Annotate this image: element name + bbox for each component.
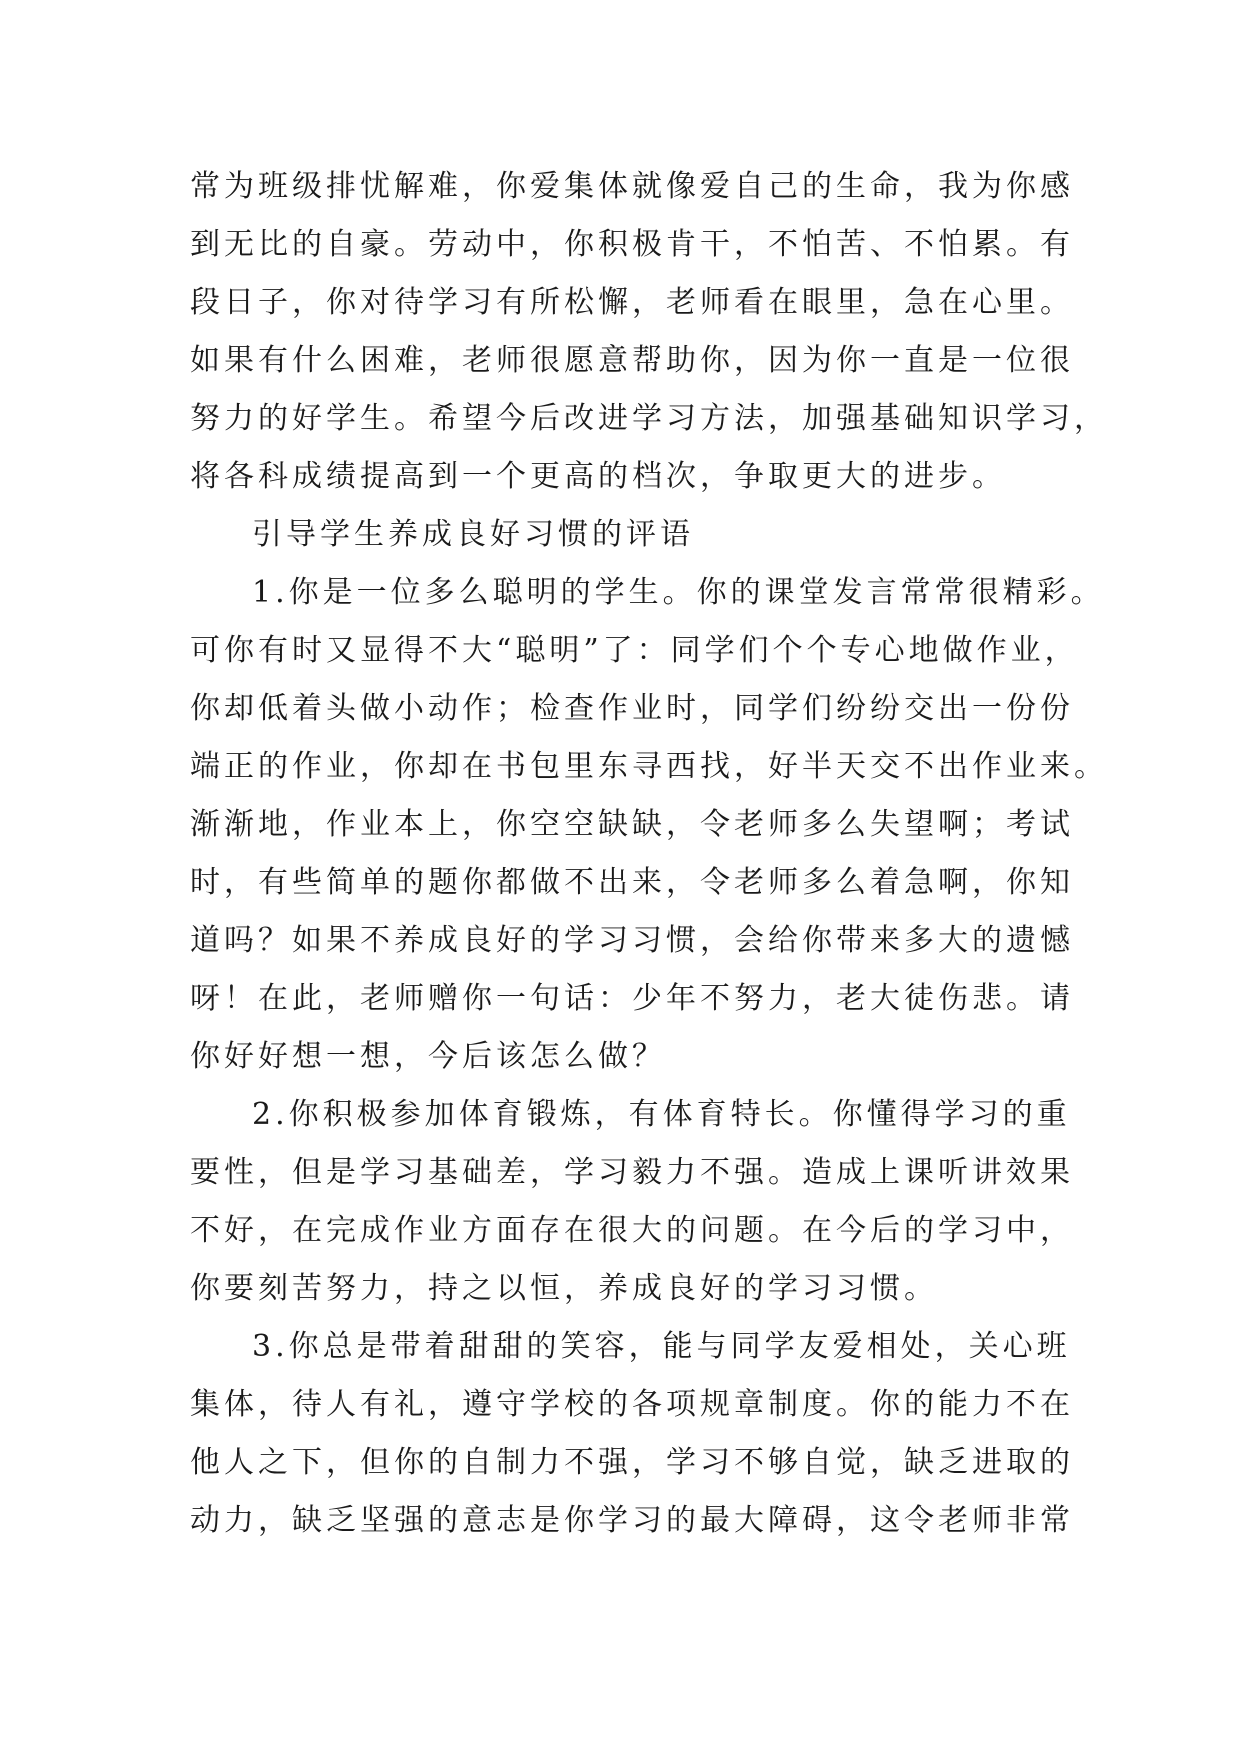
text-line: 时，有些简单的题你都做不出来，令老师多么着急啊，你知: [190, 865, 1074, 900]
text-line: 要性，但是学习基础差，学习毅力不强。造成上课听讲效果: [190, 1155, 1074, 1190]
text-line: 常为班级排忧解难，你爱集体就像爱自己的生命，我为你感: [190, 169, 1074, 204]
text-line: 3.你总是带着甜甜的笑容，能与同学友爱相处，关心班: [252, 1329, 1071, 1364]
text-line: 你却低着头做小动作；检查作业时，同学们纷纷交出一份份: [190, 691, 1074, 726]
text-line: 可你有时又显得不大“聪明”了：同学们个个专心地做作业，: [190, 633, 1079, 668]
text-line: 端正的作业，你却在书包里东寻西找，好半天交不出作业来。: [190, 749, 1108, 784]
text-line: 到无比的自豪。劳动中，你积极肯干，不怕苦、不怕累。有: [190, 227, 1074, 262]
text-line: 努力的好学生。希望今后改进学习方法，加强基础知识学习，: [190, 401, 1108, 436]
text-line: 将各科成绩提高到一个更高的档次，争取更大的进步。: [190, 459, 1006, 494]
text-line: 不好，在完成作业方面存在很大的问题。在今后的学习中，: [190, 1213, 1074, 1248]
text-line: 段日子，你对待学习有所松懈，老师看在眼里，急在心里。: [190, 285, 1074, 320]
text-line: 如果有什么困难，老师很愿意帮助你，因为你一直是一位很: [190, 343, 1074, 378]
text-line: 1.你是一位多么聪明的学生。你的课堂发言常常很精彩。: [252, 575, 1105, 610]
document-body: [190, 158, 1108, 1550]
text-line: 他人之下，但你的自制力不强，学习不够自觉，缺乏进取的: [190, 1445, 1074, 1480]
text-line: 引导学生养成良好习惯的评语: [252, 517, 694, 552]
text-line: 你要刻苦努力，持之以恒，养成良好的学习习惯。: [190, 1271, 938, 1306]
text-line: 集体，待人有礼，遵守学校的各项规章制度。你的能力不在: [190, 1387, 1074, 1422]
text-line: 道吗？如果不养成良好的学习习惯，会给你带来多大的遗憾: [190, 923, 1074, 958]
text-line: 动力，缺乏坚强的意志是你学习的最大障碍，这令老师非常: [190, 1503, 1074, 1538]
text-line: 2.你积极参加体育锻炼，有体育特长。你懂得学习的重: [252, 1097, 1071, 1132]
text-line: 你好好想一想，今后该怎么做？: [190, 1039, 666, 1074]
text-line: 呀！在此，老师赠你一句话：少年不努力，老大徒伤悲。请: [190, 981, 1074, 1016]
text-line: 渐渐地，作业本上，你空空缺缺，令老师多么失望啊；考试: [190, 807, 1074, 842]
